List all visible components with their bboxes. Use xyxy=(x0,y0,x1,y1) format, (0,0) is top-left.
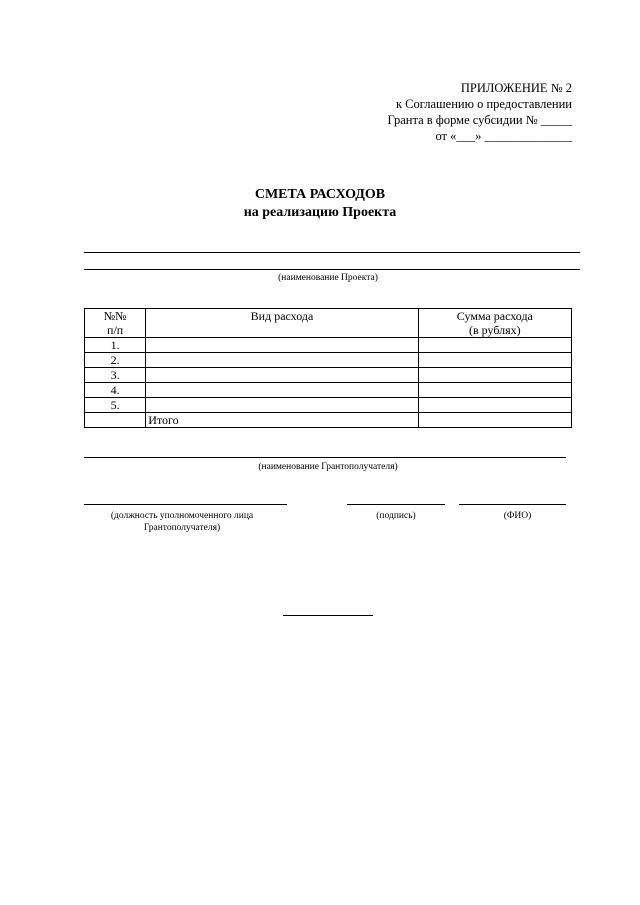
header-sum-line-2: (в рублях) xyxy=(469,323,521,337)
table-row xyxy=(85,338,572,353)
position-caption-line-2: Грантополучателя) xyxy=(143,523,221,533)
name-line xyxy=(459,504,566,505)
signature-line xyxy=(347,504,445,505)
row-sum-cell[interactable] xyxy=(418,353,571,368)
row-type-cell[interactable] xyxy=(146,398,418,413)
signature-caption: (подпись) xyxy=(376,511,416,521)
row-sum-cell[interactable] xyxy=(418,368,571,383)
total-num-cell xyxy=(85,413,146,428)
row-num: 4. xyxy=(85,383,146,398)
row-type-cell[interactable] xyxy=(146,383,418,398)
document-title xyxy=(0,186,640,222)
header-num-line-2: п/п xyxy=(107,323,124,337)
table-row xyxy=(85,383,572,398)
table-header-row xyxy=(85,309,572,338)
row-type-cell[interactable] xyxy=(146,353,418,368)
appendix-line-2: к Соглашению о предоставлении xyxy=(395,97,572,111)
position-line xyxy=(84,504,287,505)
budget-table xyxy=(84,308,572,428)
title-line-2: на реализацию Проекта xyxy=(243,205,397,220)
total-label: Итого xyxy=(146,413,418,428)
appendix-header xyxy=(388,80,572,144)
project-name-line-2 xyxy=(84,269,580,270)
position-caption xyxy=(84,510,280,534)
appendix-line-1: ПРИЛОЖЕНИЕ № 2 xyxy=(460,81,572,95)
table-total-row xyxy=(85,413,572,428)
row-num: 2. xyxy=(85,353,146,368)
row-type-cell[interactable] xyxy=(146,338,418,353)
row-num: 1. xyxy=(85,338,146,353)
project-caption: (наименование Проекта) xyxy=(278,273,378,283)
table-row xyxy=(85,398,572,413)
header-sum-line-1: Сумма расхода xyxy=(456,309,533,323)
appendix-line-4: от «___» ______________ xyxy=(435,129,572,143)
table-row xyxy=(85,353,572,368)
row-sum-cell[interactable] xyxy=(418,338,571,353)
row-num: 5. xyxy=(85,398,146,413)
position-caption-line-1: (должность уполномоченного лица xyxy=(110,511,254,521)
appendix-line-3: Гранта в форме субсидии № _____ xyxy=(387,113,572,127)
bottom-separator xyxy=(283,615,373,616)
recipient-name-line xyxy=(84,457,566,458)
project-name-line-1 xyxy=(84,252,580,253)
header-num xyxy=(85,309,146,338)
name-caption: (ФИО) xyxy=(503,511,532,521)
row-sum-cell[interactable] xyxy=(418,383,571,398)
header-type: Вид расхода xyxy=(146,309,418,338)
title-line-1: СМЕТА РАСХОДОВ xyxy=(254,187,386,202)
total-sum-cell[interactable] xyxy=(418,413,571,428)
row-sum-cell[interactable] xyxy=(418,398,571,413)
row-num: 3. xyxy=(85,368,146,383)
header-num-line-1: №№ xyxy=(103,309,127,323)
table-row xyxy=(85,368,572,383)
recipient-caption: (наименование Грантополучателя) xyxy=(258,462,398,472)
row-type-cell[interactable] xyxy=(146,368,418,383)
header-sum xyxy=(418,309,571,338)
